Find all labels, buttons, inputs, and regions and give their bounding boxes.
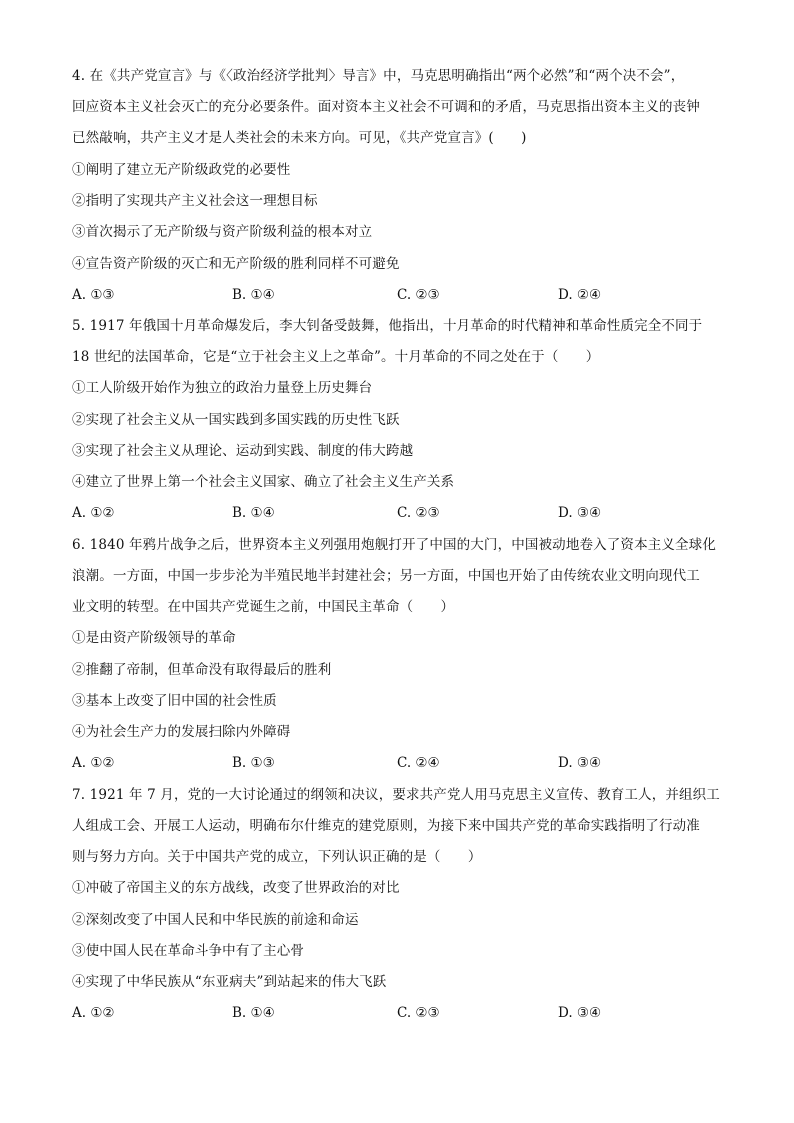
- q6-option-c[interactable]: C. ②④: [397, 755, 440, 771]
- q5-item-1: ①工人阶级开始作为独立的政治力量登上历史舞台: [72, 380, 373, 396]
- q4-item-2: ②指明了实现共产主义社会这一理想目标: [72, 193, 318, 209]
- q5-stem-line-1: 5. 1917 年俄国十月革命爆发后，李大钊备受鼓舞，他指出，十月革命的时代精神和革命性质完全不同于: [72, 318, 703, 334]
- q6-stem-line-2: 浪潮。一方面，中国一步步沦为半殖民地半封建社会；另一方面，中国也开始了由传统农业文明向现代工: [72, 568, 700, 584]
- q5-option-c[interactable]: C. ②③: [397, 505, 440, 521]
- q5-option-d[interactable]: D. ③④: [558, 505, 602, 521]
- q5-item-2: ②实现了社会主义从一国实践到多国实践的历史性飞跃: [72, 412, 400, 428]
- q4-options: [72, 285, 732, 305]
- q5-option-b[interactable]: B. ①④: [232, 505, 275, 521]
- q6-stem-line-3: 业文明的转型。在中国共产党诞生之前，中国民主革命（ ）: [72, 599, 455, 615]
- q7-item-1: ①冲破了帝国主义的东方战线，改变了世界政治的对比: [72, 880, 400, 896]
- q5-stem-line-2: 18 世纪的法国革命，它是“立于社会主义上之革命”。十月革命的不同之处在于（ ）: [72, 349, 600, 365]
- q7-item-2: ②深刻改变了中国人民和中华民族的前途和命运: [72, 912, 359, 928]
- q6-stem-line-1: 6. 1840 年鸦片战争之后，世界资本主义列强用炮舰打开了中国的大门，中国被动地卷入了资本主义全球化: [72, 537, 716, 553]
- q7-item-3: ③使中国人民在革命斗争中有了主心骨: [72, 943, 305, 959]
- q4-item-4: ④宣告资产阶级的灭亡和无产阶级的胜利同样不可避免: [72, 256, 400, 272]
- q5-item-4: ④建立了世界上第一个社会主义国家、确立了社会主义生产关系: [72, 474, 455, 490]
- q7-option-c[interactable]: C. ②③: [397, 1005, 440, 1021]
- q7-stem-line-1: 7. 1921 年 7 月，党的一大讨论通过的纲领和决议，要求共产党人用马克思主义宣传、教育工人，并组织工: [72, 787, 720, 803]
- q6-item-3: ③基本上改变了旧中国的社会性质: [72, 693, 277, 709]
- q5-option-a[interactable]: A. ①②: [72, 505, 115, 521]
- q7-options: [72, 1003, 732, 1023]
- q6-item-2: ②推翻了帝制，但革命没有取得最后的胜利: [72, 662, 332, 678]
- q4-option-d[interactable]: D. ②④: [558, 287, 602, 303]
- q6-item-1: ①是由资产阶级领导的革命: [72, 630, 236, 646]
- q7-stem-line-2: 人组成工会、开展工人运动，明确布尔什维克的建党原则，为接下来中国共产党的革命实践指明了行动准: [72, 818, 700, 834]
- q6-option-d[interactable]: D. ③④: [558, 755, 602, 771]
- q5-options: [72, 503, 732, 523]
- q4-stem-line-2: 回应资本主义社会灭亡的充分必要条件。面对资本主义社会不可调和的矛盾，马克思指出资本主义的丧钟: [72, 99, 700, 115]
- q4-option-b[interactable]: B. ①④: [232, 287, 275, 303]
- q4-stem-line-3: 已然敲响，共产主义才是人类社会的未来方向。可见，《共产党宣言》( ): [72, 130, 527, 146]
- q7-option-d[interactable]: D. ③④: [558, 1005, 602, 1021]
- q4-item-1: ①阐明了建立无产阶级政党的必要性: [72, 162, 291, 178]
- q7-stem-line-3: 则与努力方向。关于中国共产党的成立，下列认识正确的是（ ）: [72, 849, 482, 865]
- q6-option-b[interactable]: B. ①③: [232, 755, 275, 771]
- q4-stem-line-1: 4. 在《共产党宣言》与《〈政治经济学批判〉导言》中，马克思明确指出“两个必然”和“两个决不会”，: [72, 68, 685, 84]
- q7-option-a[interactable]: A. ①②: [72, 1005, 115, 1021]
- q4-item-3: ③首次揭示了无产阶级与资产阶级利益的根本对立: [72, 224, 373, 240]
- q7-item-4: ④实现了中华民族从“东亚病夫”到站起来的伟大飞跃: [72, 974, 387, 990]
- q7-option-b[interactable]: B. ①④: [232, 1005, 275, 1021]
- q4-option-a[interactable]: A. ①③: [72, 287, 115, 303]
- q6-option-a[interactable]: A. ①②: [72, 755, 115, 771]
- q5-item-3: ③实现了社会主义从理论、运动到实践、制度的伟大跨越: [72, 443, 414, 459]
- q6-options: [72, 753, 732, 773]
- q4-option-c[interactable]: C. ②③: [397, 287, 440, 303]
- q6-item-4: ④为社会生产力的发展扫除内外障碍: [72, 724, 291, 740]
